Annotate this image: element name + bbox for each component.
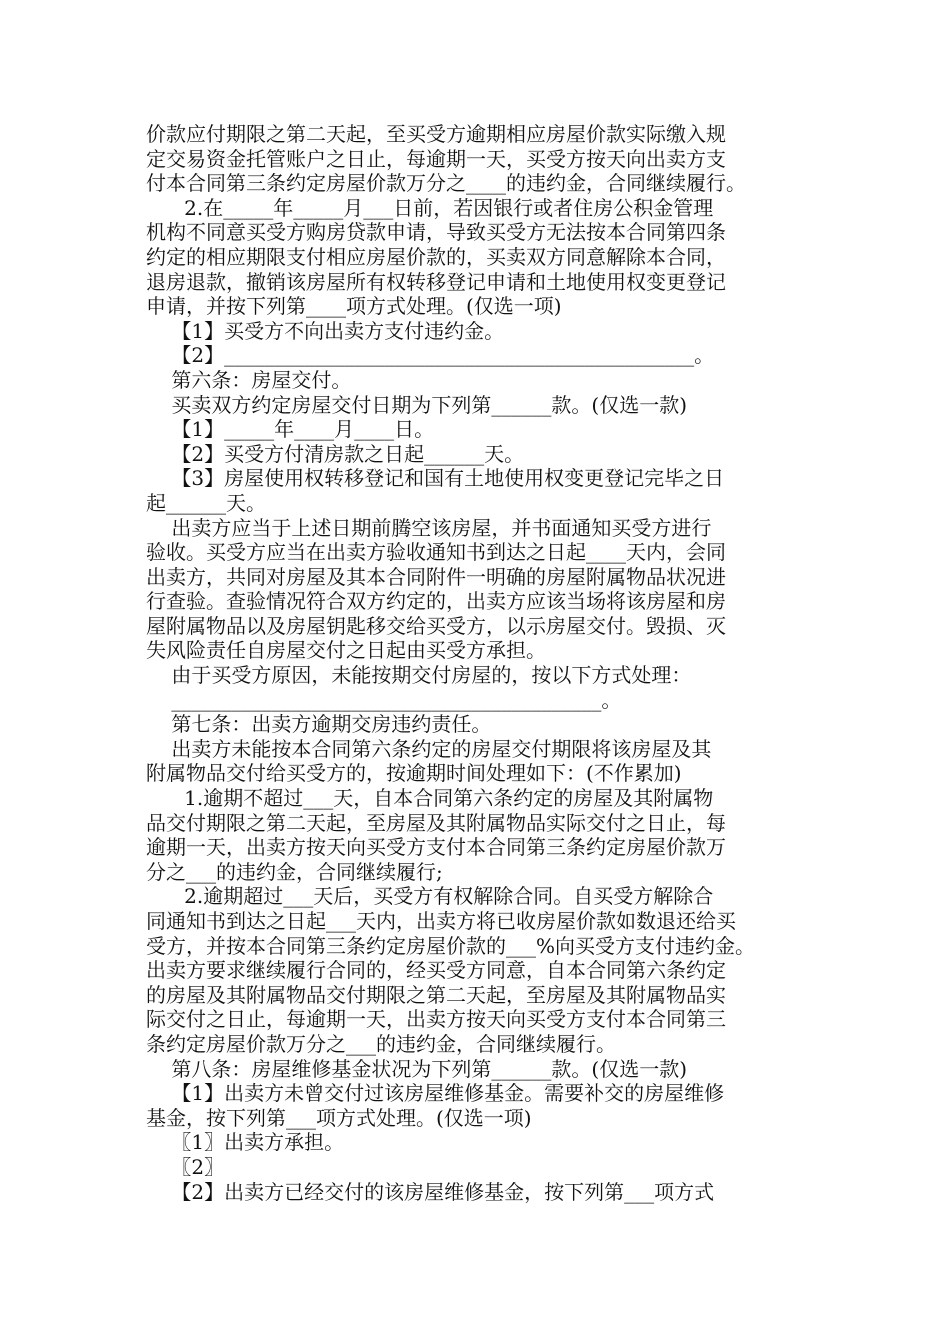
text-line: 【2】出卖方已经交付的该房屋维修基金，按下列第___项方式 xyxy=(146,1179,715,1204)
text-line: 约定的相应期限支付相应房屋价款的，买卖双方同意解除本合同， xyxy=(146,244,726,269)
text-line: 验收。买受方应当在出卖方验收通知书到达之日起____天内，会同 xyxy=(146,540,726,565)
text-line: 同通知书到达之日起___天内，出卖方将已收房屋价款如数退还给买 xyxy=(146,909,736,933)
text-line: 失风险责任自房屋交付之日起由买受方承担。 xyxy=(146,638,546,663)
text-line: 1.逾期不超过___天，自本合同第六条约定的房屋及其附属物 xyxy=(146,786,714,811)
text-line: 基金，按下列第___项方式处理。(仅选一项) xyxy=(146,1105,532,1130)
text-line: 定交易资金托管账户之日止，每逾期一天，买受方按天向出卖方支 xyxy=(146,146,726,171)
text-line: 品交付期限之第二天起，至房屋及其附属物品实际交付之日止，每 xyxy=(146,810,726,835)
text-line: 屋附属物品以及房屋钥匙移交给买受方，以示房屋交付。毁损、灭 xyxy=(146,613,726,638)
text-line: 【2】买受方付清房款之日起______天。 xyxy=(146,441,525,466)
section-heading: 第七条：出卖方逾期交房违约责任。 xyxy=(146,712,492,737)
text-line: 买卖双方约定房屋交付日期为下列第______款。(仅选一款) xyxy=(146,392,688,417)
text-line: 受方，并按本合同第三条约定房屋价款的___%向买受方支付违约金。 xyxy=(146,933,756,958)
text-line: 2.在_____年_____月___日前，若因银行或者住房公积金管理 xyxy=(146,195,714,220)
text-line: 【1】出卖方未曾交付过该房屋维修基金。需要补交的房屋维修 xyxy=(146,1081,725,1106)
text-line: 出卖方，共同对房屋及其本合同附件一明确的房屋附属物品状况进 xyxy=(146,564,726,589)
text-line: 由于买受方原因，未能按期交付房屋的，按以下方式处理： xyxy=(146,663,692,688)
text-line: 的房屋及其附属物品交付期限之第二天起，至房屋及其附属物品实 xyxy=(146,982,726,1007)
text-line: 【3】房屋使用权转移登记和国有土地使用权变更登记完毕之日 xyxy=(146,466,725,491)
text-line: 出卖方应当于上述日期前腾空该房屋，并书面通知买受方进行 xyxy=(146,515,712,540)
text-line: 【1】买受方不向出卖方支付违约金。 xyxy=(146,318,505,343)
text-line: 2.逾期超过___天后，买受方有权解除合同。自买受方解除合 xyxy=(146,884,714,909)
text-line: 〖2〗 xyxy=(146,1154,225,1179)
text-line: 出卖方未能按本合同第六条约定的房屋交付期限将该房屋及其 xyxy=(146,736,712,761)
section-heading: 第八条：房屋维修基金状况为下列第______款。(仅选一款) xyxy=(146,1056,688,1081)
document-page xyxy=(146,122,826,1204)
text-line: 付本合同第三条约定房屋价款万分之____的违约金，合同继续履行。 xyxy=(146,171,746,196)
text-line: 〖1〗出卖方承担。 xyxy=(146,1130,345,1155)
text-line: 起______天。 xyxy=(146,490,266,515)
text-line: 价款应付期限之第二天起，至买受方逾期相应房屋价款实际缴入规 xyxy=(146,122,726,146)
text-line: 分之___的违约金，合同继续履行; xyxy=(146,859,443,884)
text-line: 机构不同意买受方购房贷款申请，导致买受方无法按本合同第四条 xyxy=(146,220,726,245)
text-line: 出卖方要求继续履行合同的，经买受方同意，自本合同第六条约定 xyxy=(146,958,726,983)
text-line: 行查验。查验情况符合双方约定的，出卖方应该当场将该房屋和房 xyxy=(146,589,726,614)
text-line: ___________________________________________。 xyxy=(146,687,622,712)
text-line: 退房退款，撤销该房屋所有权转移登记申请和土地使用权变更登记 xyxy=(146,269,726,294)
text-line: 【1】_____年____月____日。 xyxy=(146,417,435,442)
text-line: 条约定房屋价款万分之___的违约金，合同继续履行。 xyxy=(146,1031,616,1056)
text-line: 附属物品交付给买受方的，按逾期时间处理如下：(不作累加) xyxy=(146,761,682,786)
text-line: 逾期一天，出卖方按天向买受方支付本合同第三条约定房屋价款万 xyxy=(146,835,726,860)
section-heading: 第六条：房屋交付。 xyxy=(146,367,352,392)
text-line: 申请，并按下列第____项方式处理。(仅选一项) xyxy=(146,294,562,319)
text-line: 【2】_______________________________________________。 xyxy=(146,343,715,368)
text-line: 际交付之日止，每逾期一天，出卖方按天向买受方支付本合同第三 xyxy=(146,1007,726,1032)
